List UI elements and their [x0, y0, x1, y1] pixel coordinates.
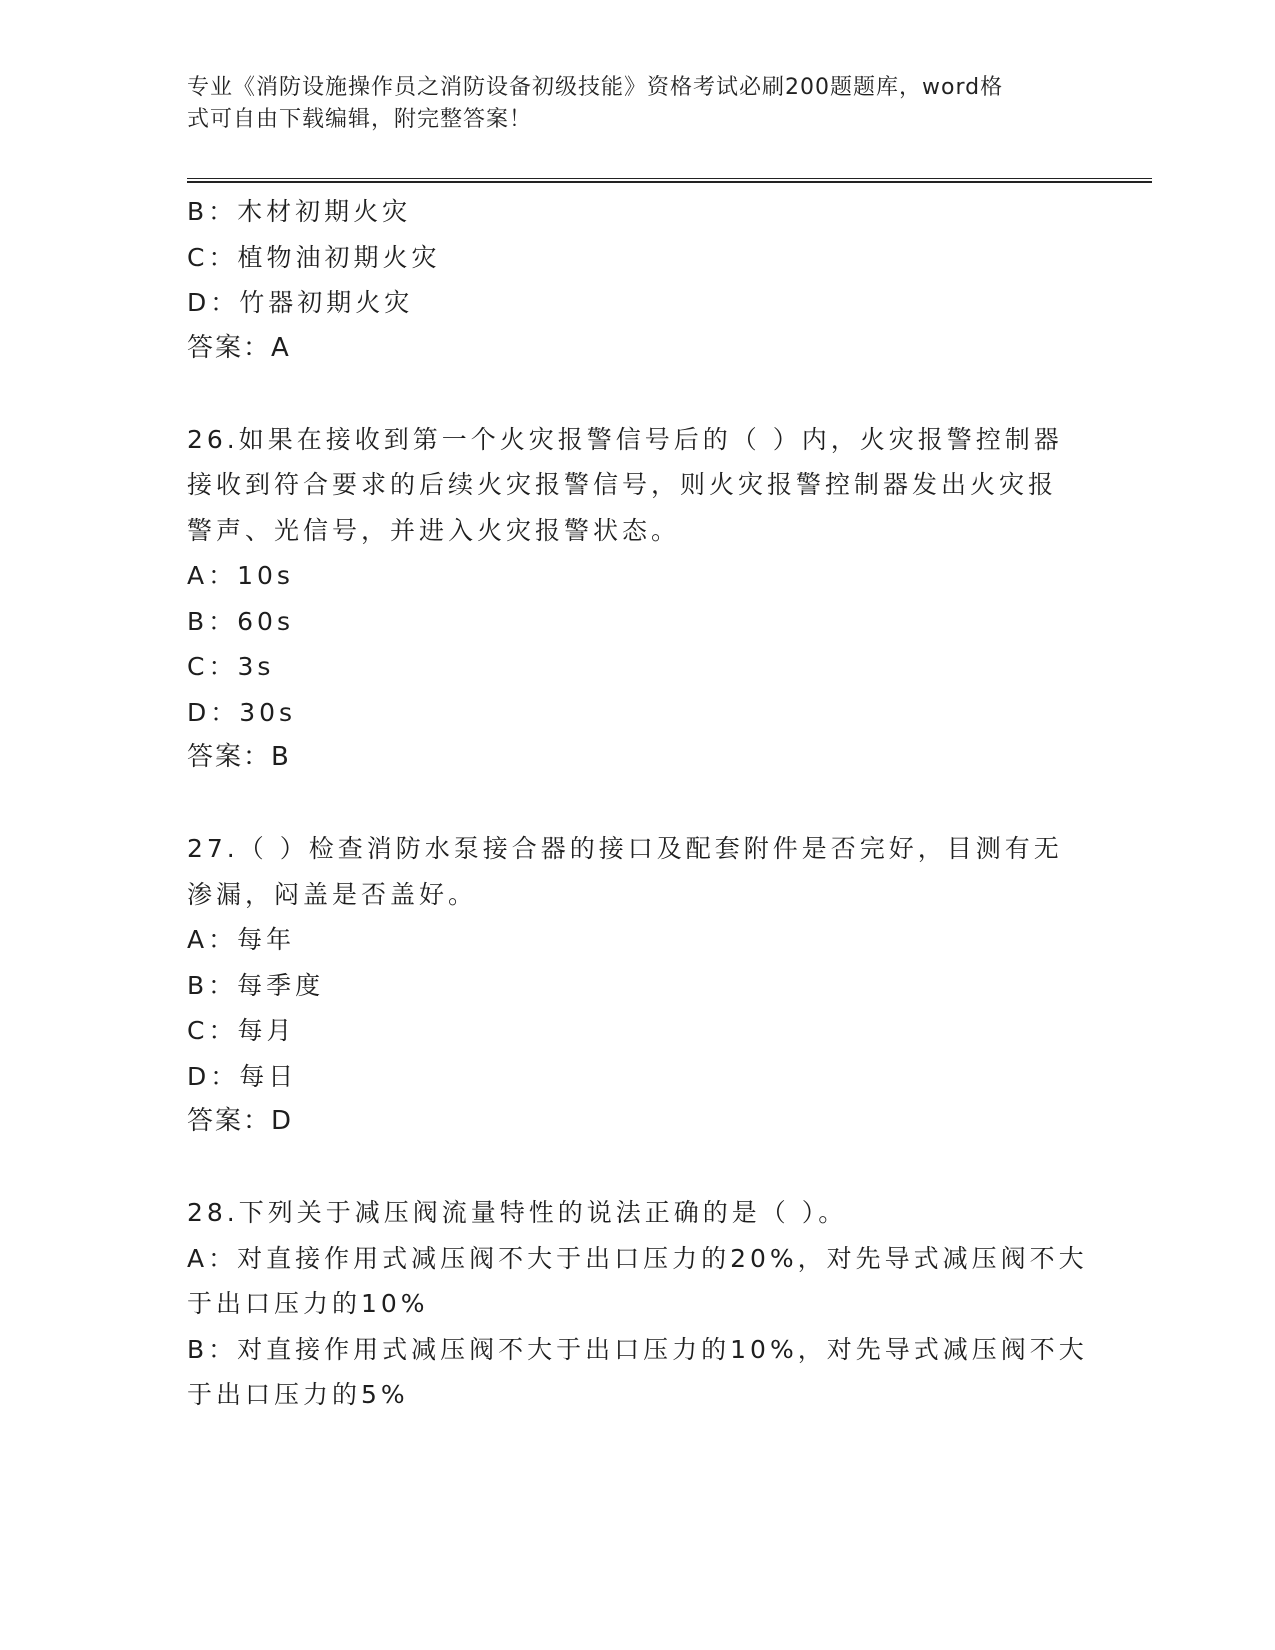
option-b: B：木材初期火灾	[187, 197, 412, 226]
spacer	[187, 781, 1087, 827]
question-28	[187, 1190, 1087, 1418]
question-stem-line: 27.（ ）检查消防水泵接合器的接口及配套附件是否完好，目测有无	[187, 834, 1063, 863]
question-25	[187, 189, 1087, 371]
question-list	[187, 189, 1087, 1418]
spacer	[187, 371, 1087, 417]
option-a: A：对直接作用式减压阀不大于出口压力的20%，对先导式减压阀不大	[187, 1243, 1088, 1273]
header-line-2: 式可自由下载编辑，附完整答案！	[187, 107, 533, 132]
question-27	[187, 826, 1087, 1145]
header-divider-thin	[187, 178, 1152, 179]
question-stem-line: 接收到符合要求的后续火灾报警信号，则火灾报警控制器发出火灾报	[187, 470, 1058, 499]
document-header	[187, 72, 1067, 136]
option-d: D：竹器初期火灾	[187, 288, 414, 317]
option-a-continued: 于出口压力的10%	[187, 1289, 429, 1318]
question-stem-line: 26.如果在接收到第一个火灾报警信号后的（ ）内，火灾报警控制器	[187, 424, 1063, 454]
header-divider-thick	[187, 181, 1152, 183]
option-c: C：每月	[187, 1016, 296, 1045]
answer: 答案：A	[187, 332, 291, 363]
header-line-1: 专业《消防设施操作员之消防设备初级技能》资格考试必刷200题题库，word格	[187, 75, 1004, 100]
question-stem-line: 渗漏，闷盖是否盖好。	[187, 879, 478, 909]
option-b: B：每季度	[187, 970, 325, 1000]
question-stem-line: 警声、光信号，并进入火灾报警状态。	[187, 515, 681, 545]
option-a: A：每年	[187, 925, 296, 954]
option-b-continued: 于出口压力的5%	[187, 1380, 409, 1409]
option-b: B：对直接作用式减压阀不大于出口压力的10%，对先导式减压阀不大	[187, 1334, 1088, 1364]
answer: 答案：D	[187, 1106, 294, 1136]
option-c: C：3s	[187, 652, 275, 681]
option-b: B：60s	[187, 606, 294, 636]
answer: 答案：B	[187, 742, 291, 772]
option-c: C：植物油初期火灾	[187, 242, 441, 272]
option-d: D：30s	[187, 697, 297, 727]
option-d: D：每日	[187, 1061, 298, 1091]
spacer	[187, 1145, 1087, 1191]
question-26	[187, 417, 1087, 781]
question-stem-line: 28.下列关于减压阀流量特性的说法正确的是（ ）。	[187, 1198, 848, 1227]
option-a: A：10s	[187, 561, 294, 590]
